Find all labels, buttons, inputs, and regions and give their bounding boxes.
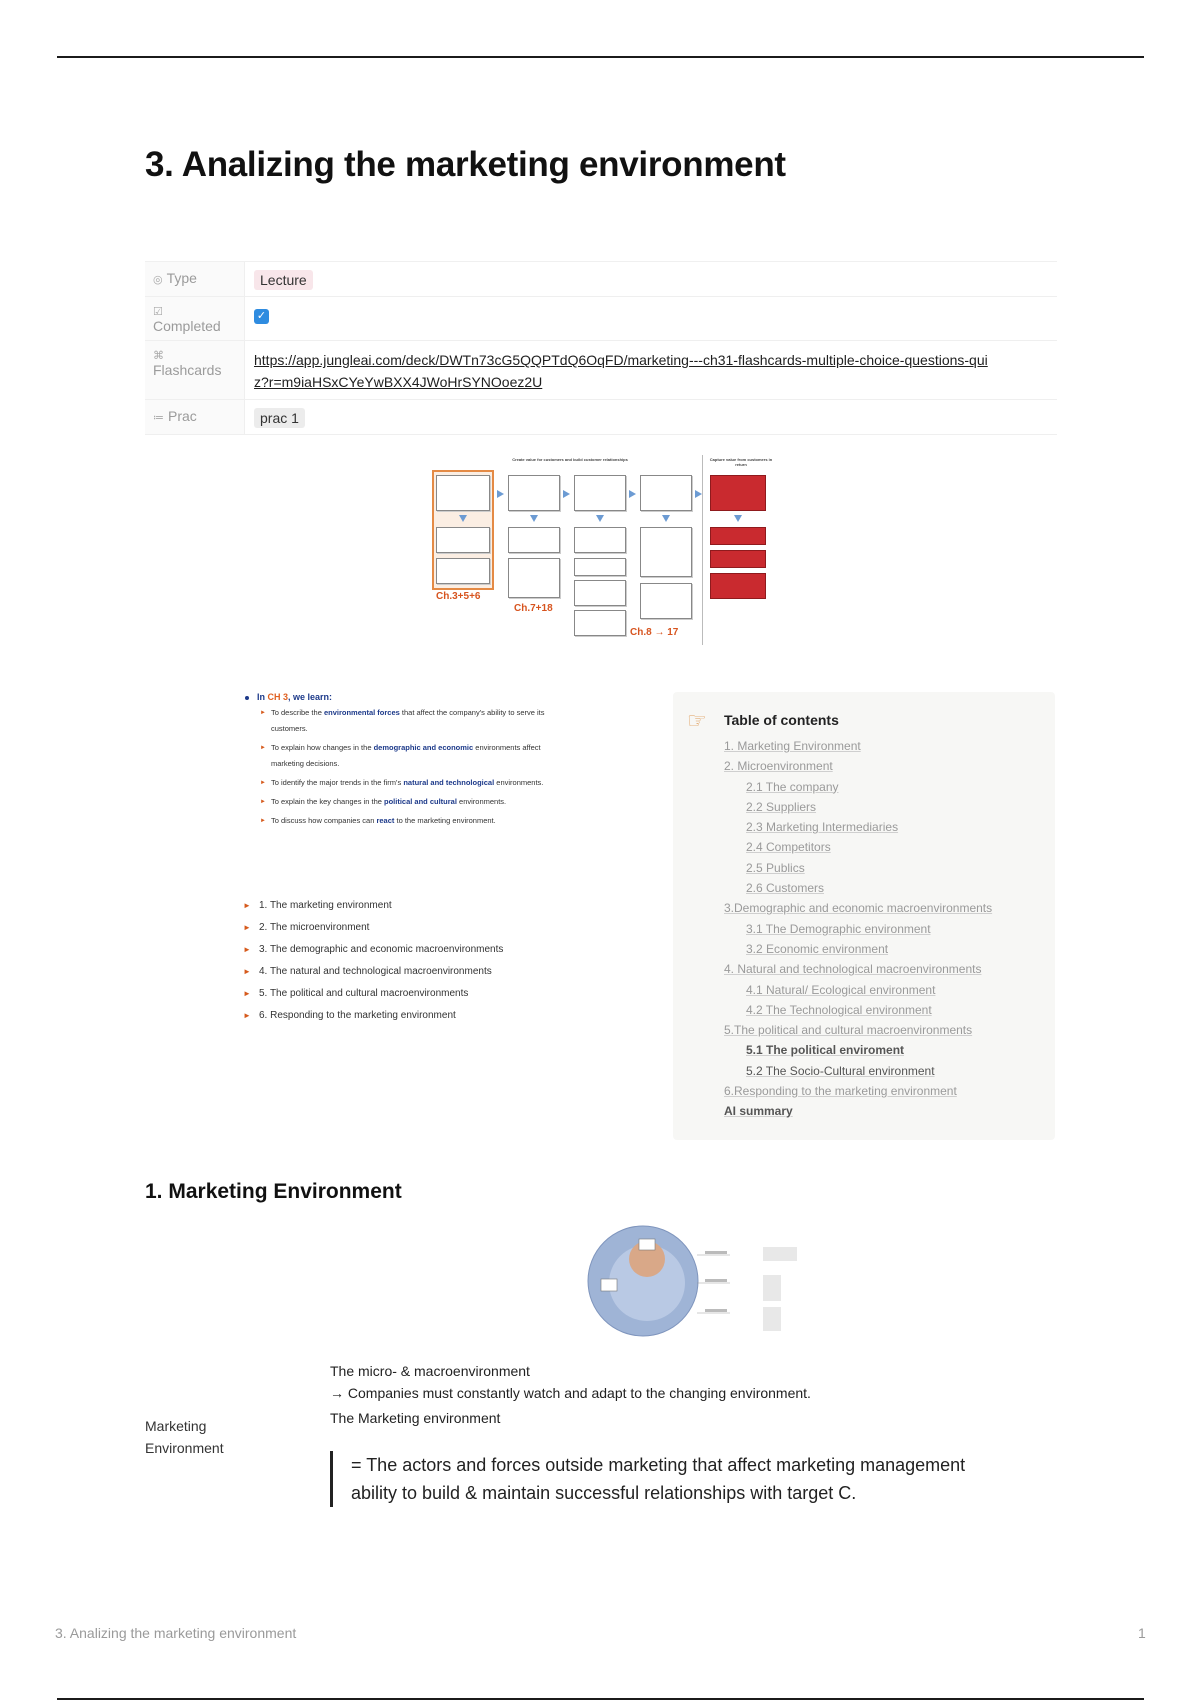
arrow-right-icon — [695, 490, 702, 498]
toc-link[interactable]: 4.2 The Technological environment — [746, 1002, 932, 1017]
toc-link[interactable]: 5.2 The Socio-Cultural environment — [746, 1063, 935, 1078]
marketing-environment-label: The Marketing environment — [330, 1410, 501, 1426]
toc-link[interactable]: AI summary — [724, 1104, 793, 1119]
learning-objectives — [245, 692, 545, 829]
environment-circle-diagram — [585, 1225, 805, 1337]
diagram-box — [574, 558, 626, 576]
objective-item: ► To describe the environmental forces that affect the company's ability to serve its customers. — [245, 705, 545, 737]
target-icon: ◎ — [153, 274, 163, 286]
arrow-down-icon — [459, 515, 467, 522]
property-key: Prac — [168, 408, 197, 424]
pointing-hand-icon: ☞ — [687, 708, 707, 733]
arrow-down-icon — [596, 515, 604, 522]
diagram-box — [436, 527, 490, 553]
micro-macro-note: The micro- & macroenvironment → Companies must constantly watch and adapt to the changing environment. — [330, 1363, 811, 1401]
toc-link[interactable]: 3.1 The Demographic environment — [746, 921, 931, 936]
toc-link[interactable]: 2.6 Customers — [746, 881, 825, 896]
arrow-right-icon — [629, 490, 636, 498]
chapter-outline — [243, 895, 563, 1027]
toc-link[interactable]: 4. Natural and technological macroenvironments — [724, 962, 982, 977]
toc-link[interactable]: 5.1 The political enviroment — [746, 1043, 905, 1058]
objective-item: ► To discuss how companies can react to the marketing environment. — [245, 813, 545, 829]
diagram-label-box — [639, 1239, 655, 1250]
top-rule — [57, 56, 1144, 58]
diagram-red-box — [710, 475, 766, 511]
chapter-label: Ch.7+18 — [514, 603, 553, 614]
arrow-down-icon — [662, 515, 670, 522]
toc-link[interactable]: 3.Demographic and economic macroenvironments — [724, 901, 993, 916]
arrow-down-icon — [530, 515, 538, 522]
outline-item: ► 6. Responding to the marketing environment — [243, 1005, 563, 1027]
outline-item: ► 2. The microenvironment — [243, 917, 563, 939]
toc-link[interactable]: 6.Responding to the marketing environment — [724, 1084, 957, 1099]
link-icon: ⌘ — [153, 350, 164, 362]
tiny-text-block — [763, 1247, 797, 1261]
diagram-box — [640, 583, 692, 619]
diagram-header: Create value for customers and build customer relationships — [512, 457, 628, 462]
toc-link[interactable]: 2. Microenvironment — [724, 759, 833, 774]
diagram-box — [508, 558, 560, 598]
property-key: Type — [166, 270, 197, 286]
diagram-box — [508, 475, 560, 511]
property-row-type — [145, 262, 1057, 297]
outline-item: ► 4. The natural and technological macroenvironments — [243, 961, 563, 983]
objective-item: ► To explain the key changes in the political and cultural environments. — [245, 794, 545, 810]
outline-item: ► 5. The political and cultural macroenvironments — [243, 983, 563, 1005]
footer-title: 3. Analizing the marketing environment — [55, 1625, 297, 1641]
diagram-box — [640, 527, 692, 577]
arrow-right-icon — [563, 490, 570, 498]
toc-link[interactable]: 4.1 Natural/ Ecological environment — [746, 982, 936, 997]
toc-link[interactable]: 3.2 Economic environment — [746, 941, 889, 956]
diagram-box — [640, 475, 692, 511]
page-number: 1 — [1138, 1625, 1146, 1641]
tiny-text-line — [705, 1251, 727, 1254]
toc-link[interactable]: 1. Marketing Environment — [724, 739, 861, 753]
toc-link[interactable]: 5.The political and cultural macroenvironments — [724, 1023, 973, 1038]
arrow-right-icon — [497, 490, 504, 498]
bullet-icon — [245, 696, 249, 700]
tiny-text-line — [705, 1309, 727, 1312]
objective-item: ► To explain how changes in the demographic and economic environments affect marketing decisions. — [245, 740, 545, 772]
flashcards-link[interactable]: https://app.jungleai.com/deck/DWTn73cG5QQPTdQ6OqFD/marketing---ch31-flashcards-multiple-choice-questions-quiz?r=m9iaHSxCYeYwBXX4JWoHrSYNOoez2U — [254, 352, 988, 390]
table-of-contents — [673, 692, 1055, 1140]
list-icon: ≔ — [153, 412, 164, 424]
outline-item: ► 1. The marketing environment — [243, 895, 563, 917]
diagram-box — [436, 558, 490, 584]
property-key: Completed — [153, 318, 221, 334]
property-row-flashcards — [145, 341, 1057, 400]
toc-link[interactable]: 2.4 Competitors — [746, 840, 831, 855]
type-tag[interactable]: Lecture — [254, 270, 313, 290]
diagram-red-box — [710, 527, 766, 545]
diagram-divider — [702, 455, 703, 645]
chapter-label: Ch.8 → 17 — [630, 627, 679, 638]
toc-title: Table of contents — [724, 712, 839, 728]
diagram-box — [574, 580, 626, 606]
objective-item: ► To identify the major trends in the firm's natural and technological environments. — [245, 775, 545, 791]
diagram-box — [574, 475, 626, 511]
diagram-box — [574, 527, 626, 553]
completed-checkbox[interactable]: ✓ — [254, 309, 269, 324]
prac-tag[interactable]: prac 1 — [254, 408, 305, 428]
property-row-prac — [145, 400, 1057, 435]
diagram-header-right: Capture value from customers in return — [709, 457, 773, 467]
diagram-box — [574, 610, 626, 636]
toc-link[interactable]: 2.5 Publics — [746, 860, 805, 875]
objectives-heading: In CH 3, we learn: — [245, 692, 545, 702]
toc-link[interactable]: 2.3 Marketing Intermediaries — [746, 820, 899, 835]
section-heading: 1. Marketing Environment — [145, 1180, 402, 1203]
definition-quote: = The actors and forces outside marketing that affect marketing management ability to build & maintain successful relationships with target C. — [330, 1451, 1050, 1507]
diagram-label-box — [601, 1279, 617, 1291]
toc-link[interactable]: 2.1 The company — [746, 779, 839, 794]
tiny-text-block — [763, 1307, 781, 1331]
arrow-down-icon — [734, 515, 742, 522]
diagram-red-box — [710, 550, 766, 568]
row-key-marketing-environment: Marketing Environment — [145, 1418, 224, 1456]
page-title: 3. Analizing the marketing environment — [145, 145, 786, 184]
property-key: Flashcards — [153, 362, 222, 378]
toc-link[interactable]: 2.2 Suppliers — [746, 799, 817, 814]
property-row-completed — [145, 297, 1057, 341]
chapter-label: Ch.3+5+6 — [436, 591, 481, 602]
tiny-text-line — [705, 1279, 727, 1282]
diagram-box — [436, 475, 490, 511]
properties-table — [145, 261, 1057, 435]
diagram-box — [508, 527, 560, 553]
outline-item: ► 3. The demographic and economic macroenvironments — [243, 939, 563, 961]
tiny-text-block — [763, 1275, 781, 1301]
marketing-process-diagram — [430, 455, 778, 650]
diagram-red-box — [710, 573, 766, 599]
checkbox-icon: ☑ — [153, 306, 163, 318]
